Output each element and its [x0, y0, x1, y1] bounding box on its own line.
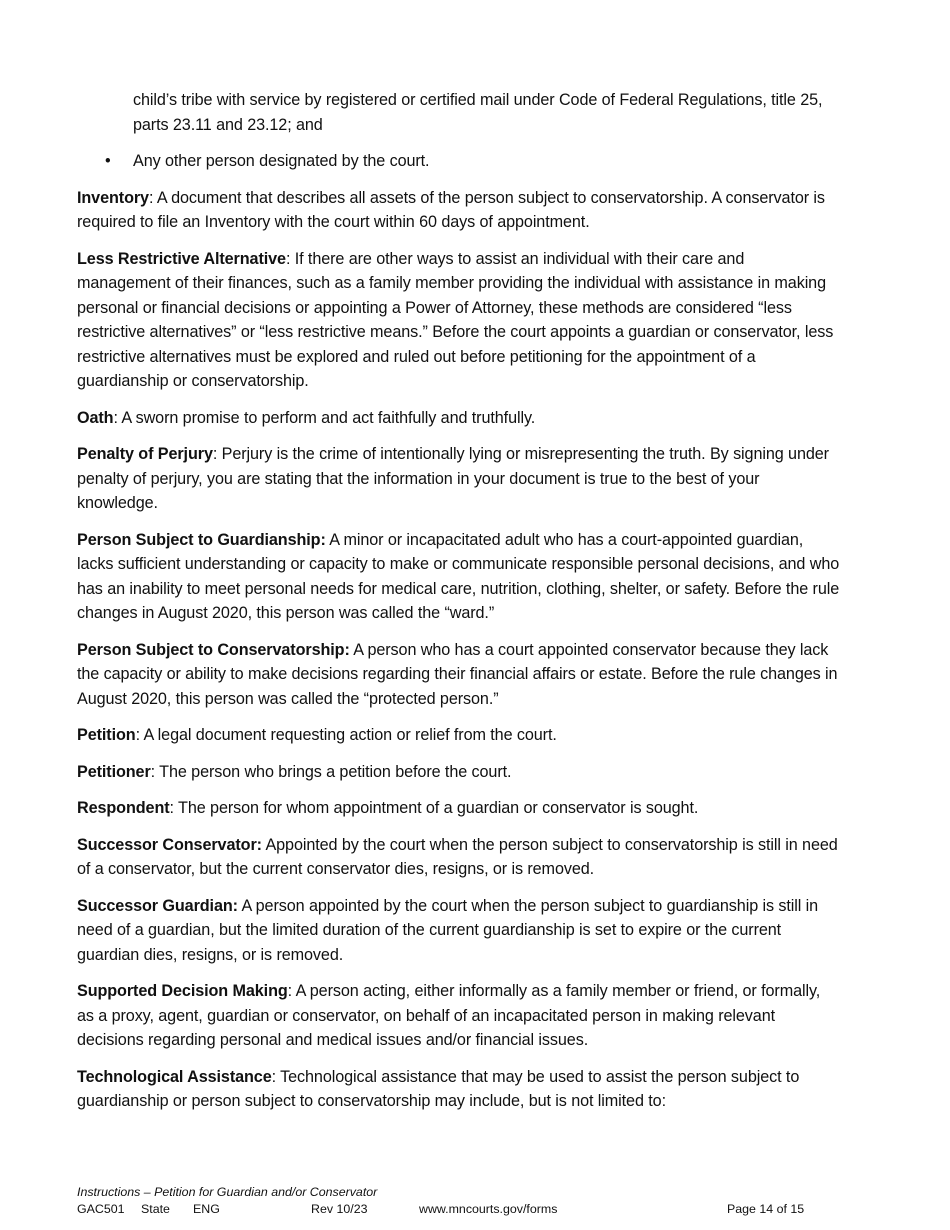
definition-separator: : — [150, 762, 160, 781]
definition-text: Perjury is the crime of intentionally lying or misrepresenting the truth. By signing under penalty of perjury, you are stating that the information in your document is true to the best of your knowledge. — [77, 445, 829, 512]
definition-petitioner — [77, 760, 841, 785]
definition-term: Successor Guardian: — [77, 896, 238, 915]
definition-oath — [77, 406, 841, 431]
definition-text: The person who brings a petition before the court. — [159, 762, 512, 781]
definition-person-subject-to-guardianship — [77, 528, 841, 626]
page-footer — [77, 1184, 877, 1218]
footer-revision: Rev 10/23 — [311, 1201, 368, 1216]
definition-term: Petition — [77, 726, 136, 744]
definition-separator: : — [148, 188, 157, 207]
definition-term: Penalty of Perjury — [77, 445, 213, 463]
definition-text: A document that describes all assets of the person subject to conservatorship. A conservator is required to file an Inventory with the court within 60 days of appointment. — [77, 188, 825, 231]
definition-inventory — [77, 186, 841, 235]
definition-petition — [77, 723, 841, 748]
definition-text: A sworn promise to perform and act faithfully and truthfully. — [121, 408, 536, 427]
footer-document-title: Instructions – Petition for Guardian and/or Conservator — [77, 1185, 378, 1199]
definition-separator: : — [169, 799, 179, 817]
definition-separator: : — [271, 1067, 281, 1086]
glossary-content — [77, 88, 841, 1126]
definition-text: If there are other ways to assist an individual with their care and management of their finances, such as a family member providing the individual with assistance in making personal or financial decisions or appointing a Power of Attorney, these methods are considered “less restrictive alternatives” or “less restrictive means.” Before the court appoints a guardian or conservator, less restrictive alternatives must be explored and ruled out before petitioning for the appointment of a guardianship or conservatorship. — [77, 249, 834, 390]
footer-details-row — [77, 1201, 877, 1218]
definition-term: Respondent — [77, 799, 170, 817]
definition-term: Technological Assistance — [77, 1067, 272, 1086]
definition-text: A person who has a court appointed conservator because they lack the capacity or ability to make decisions regarding their financial affairs or estate. Before the rule changes in August 2020, this person was called the “protected person.” — [77, 640, 838, 708]
definition-text: A person appointed by the court when the person subject to guardianship is still in need of a guardian, but the limited duration of the current guardianship is set to expire or the current guardian dies, resigns, or is removed. — [77, 896, 819, 964]
definition-separator: : — [113, 408, 122, 427]
definition-technological-assistance — [77, 1065, 841, 1114]
definition-text: A legal document requesting action or relief from the court. — [143, 726, 557, 744]
definition-supported-decision-making — [77, 979, 841, 1053]
definition-separator: : — [135, 726, 144, 744]
definition-successor-conservator — [77, 833, 841, 882]
footer-page-number: Page 14 of 15 — [727, 1201, 805, 1216]
definition-term: Person Subject to Conservatorship: — [77, 640, 350, 659]
definition-respondent — [77, 796, 841, 821]
definition-separator: : — [285, 249, 295, 268]
footer-form-code: GAC501 — [77, 1201, 125, 1216]
bullet-icon: • — [105, 152, 111, 170]
definition-term: Inventory — [77, 188, 149, 207]
definition-term: Supported Decision Making — [77, 982, 288, 1000]
footer-url: www.mncourts.gov/forms — [419, 1201, 558, 1216]
definition-penalty-of-perjury — [77, 442, 841, 516]
footer-jurisdiction: State — [141, 1201, 170, 1216]
bullet-item — [105, 149, 841, 174]
bullet-text: Any other person designated by the court. — [133, 152, 430, 170]
definition-text: A person acting, either informally as a family member or friend, or formally, as a proxy, agent, guardian or conservator, on behalf of an incapacitated person in making relevant decisions regarding personal and medical issues and/or financial issues. — [77, 982, 821, 1049]
definition-less-restrictive-alternative — [77, 247, 841, 394]
definition-term: Petitioner — [77, 762, 151, 781]
definition-text: The person for whom appointment of a guardian or conservator is sought. — [178, 799, 699, 817]
definition-successor-guardian — [77, 894, 841, 968]
definition-person-subject-to-conservatorship — [77, 638, 841, 712]
definition-text: Appointed by the court when the person subject to conservatorship is still in need of a conservator, but the current conservator dies, resigns, or is removed. — [77, 835, 838, 878]
definition-term: Less Restrictive Alternative — [77, 249, 286, 268]
footer-language: ENG — [193, 1201, 220, 1216]
definition-term: Oath — [77, 408, 114, 427]
definition-text: A minor or incapacitated adult who has a court-appointed guardian, lacks sufficient understanding or capacity to make or communicate responsible personal decisions, and who has an inability to meet personal needs for medical care, nutrition, clothing, shelter, or safety. Before the rule changes in August 2020, this person was called the “ward.” — [77, 530, 840, 622]
definition-text: Technological assistance that may be used to assist the person subject to guardianship or person subject to conservatorship may include, but is not limited to: — [77, 1067, 800, 1110]
definition-separator: : — [212, 445, 222, 463]
definition-term: Person Subject to Guardianship: — [77, 530, 326, 549]
continued-bullet-text: child’s tribe with service by registered or certified mail under Code of Federal Regulations, title 25, parts 23.11 and 23.12; and — [133, 91, 823, 134]
definition-term: Successor Conservator: — [77, 835, 262, 854]
definition-separator: : — [287, 982, 296, 1000]
